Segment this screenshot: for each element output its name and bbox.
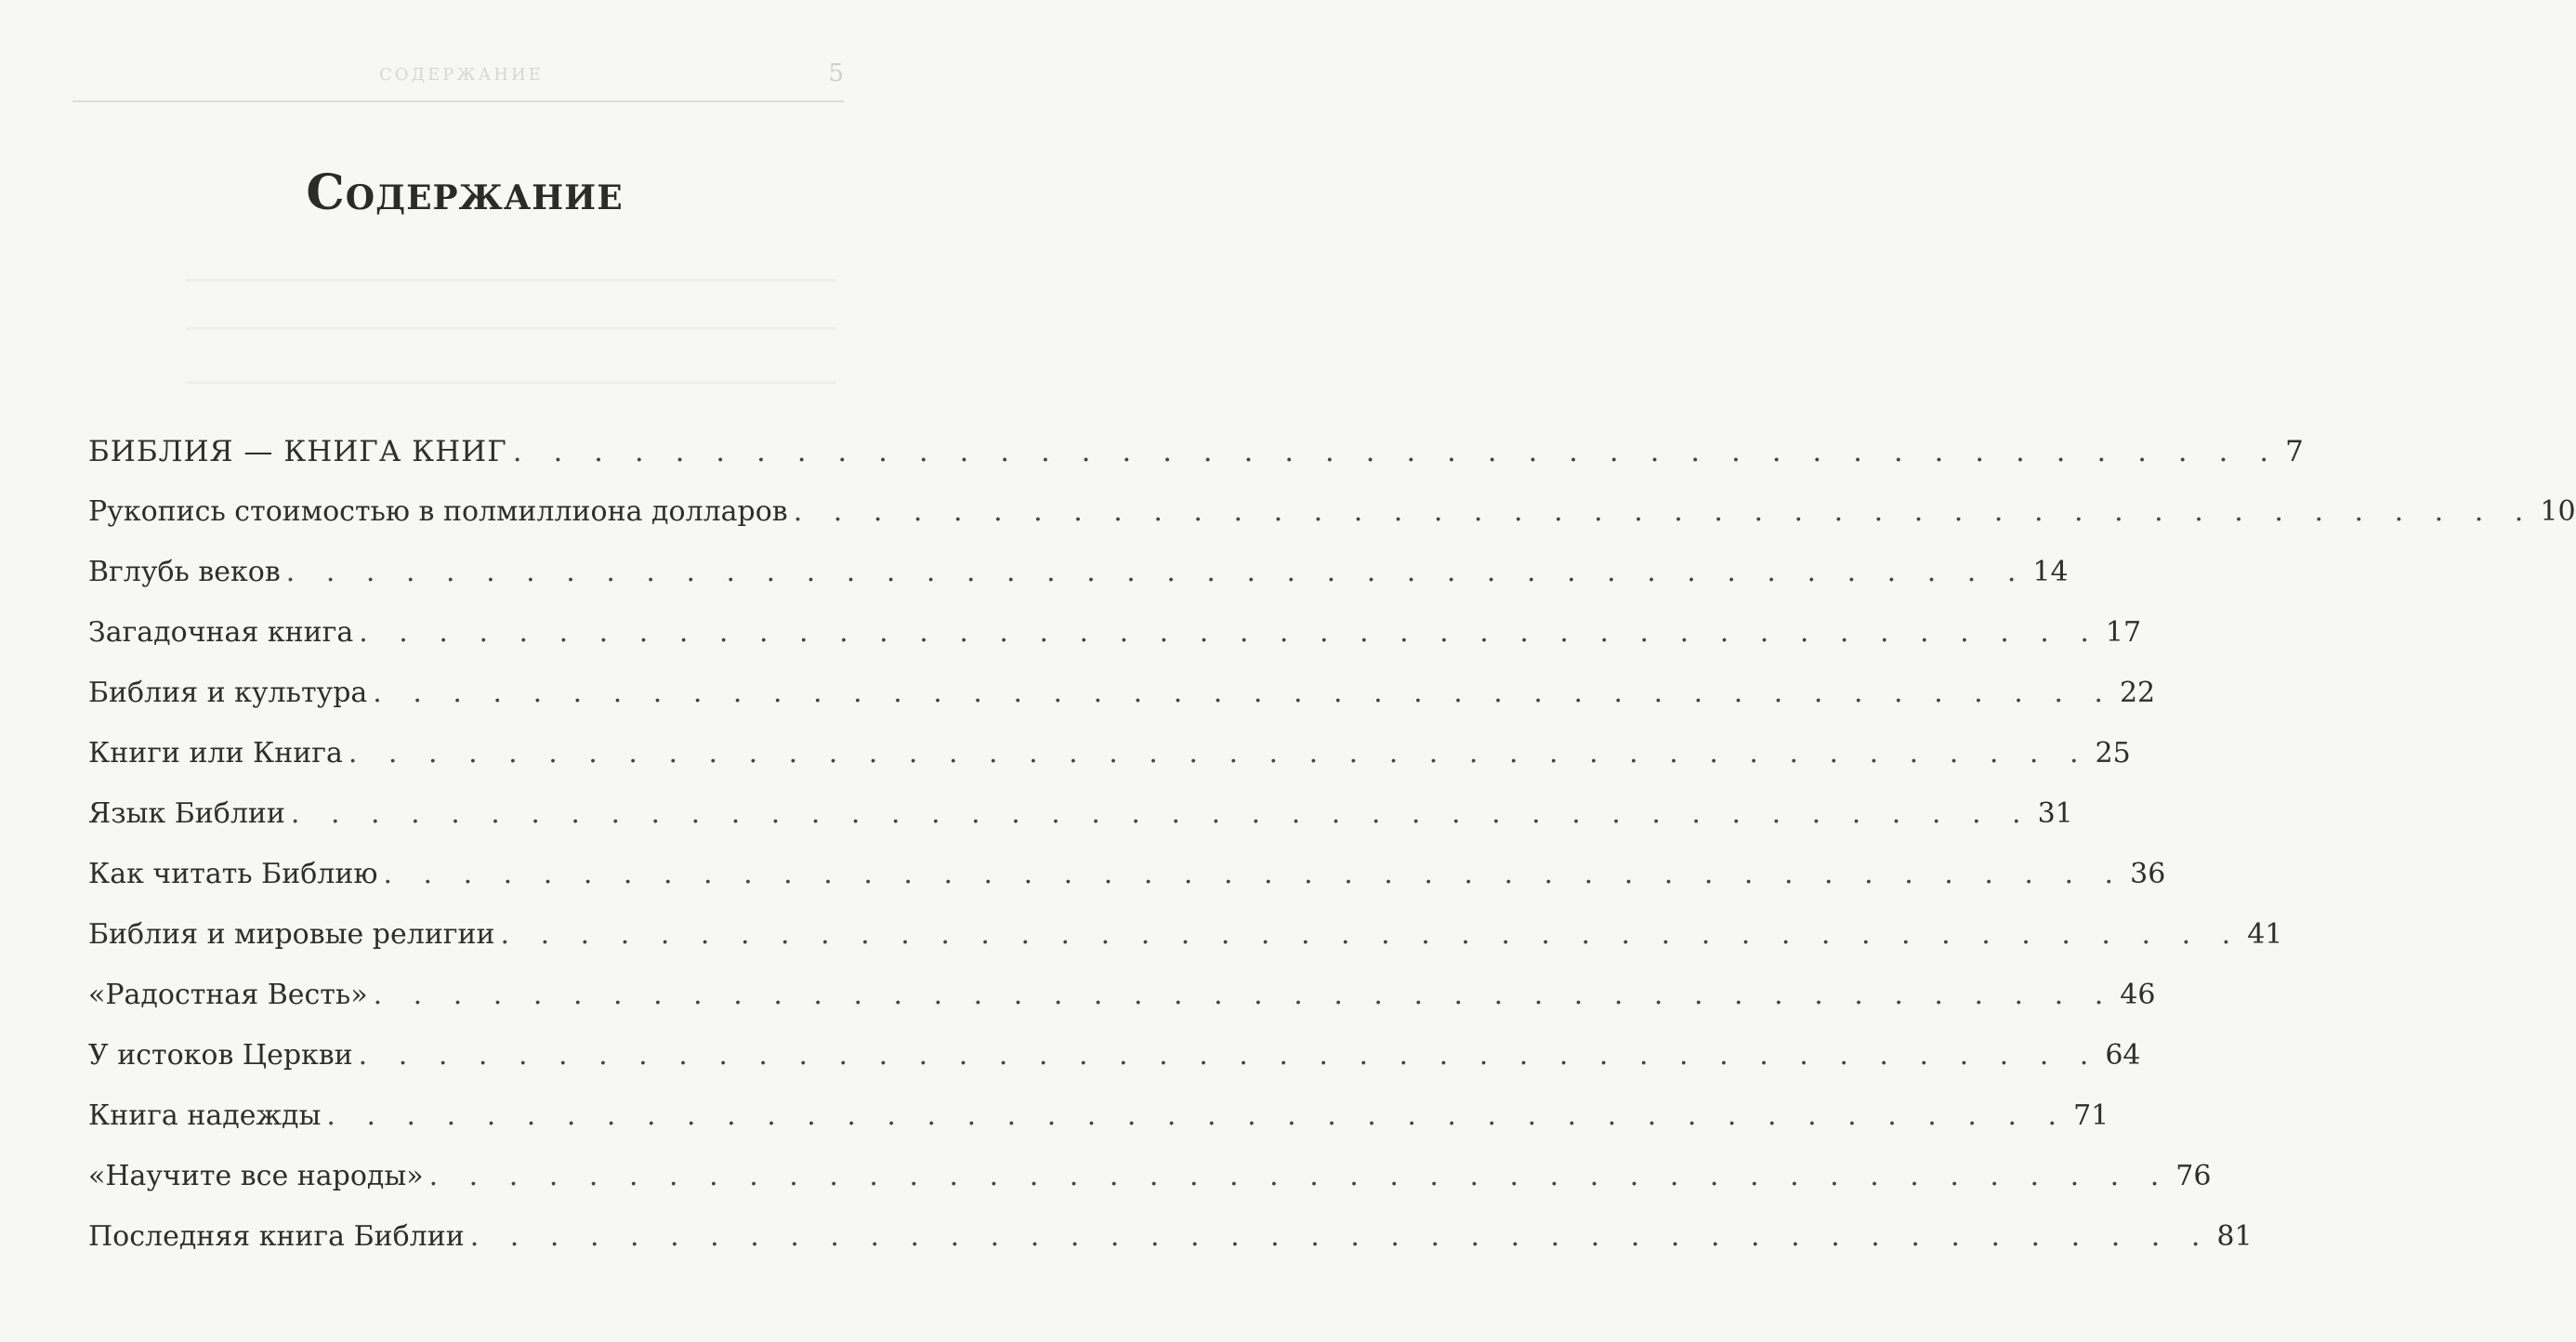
toc-leader-dots: . . . . . . . . . . . . . . . . . . . . . . . . . . . . . . . . . . . . . . . . . . . . (373, 677, 2114, 709)
show-through-line (186, 381, 836, 384)
toc-leader-dots: . . . . . . . . . . . . . . . . . . . . . . . . . . . . . . . . . . . . . . . . . . . . (290, 797, 2032, 830)
toc-leader-dots: . . . . . . . . . . . . . . . . . . . . . . . . . . . . . . . . . . . . . . . . . . . . (285, 556, 2028, 588)
toc-leader-dots: . . . . . . . . . . . . . . . . . . . . . . . . . . . . . . . . . . . . . . . . . . . . (428, 1160, 2171, 1192)
toc-entry-label: Библия и культура (88, 677, 368, 709)
toc-entry-label: Язык Библии (88, 797, 285, 830)
toc-list (88, 435, 2576, 1281)
toc-entry (88, 435, 2305, 495)
toc-leader-dots: . . . . . . . . . . . . . . . . . . . . . . . . . . . . . . . . . . . . . . . . . . . . (500, 918, 2242, 951)
header-page-number: 5 (828, 59, 844, 87)
page-header (72, 54, 844, 102)
page-title: Содержание (306, 164, 624, 221)
toc-entry-label: «Научите все народы» (88, 1160, 424, 1192)
show-through-line (186, 279, 836, 282)
toc-entry (88, 495, 2576, 556)
toc-entry-page: 36 (2130, 858, 2166, 890)
toc-entry (88, 616, 2142, 677)
toc-entry-page: 64 (2105, 1039, 2141, 1072)
running-title: СОДЕРЖАНИЕ (379, 65, 544, 85)
toc-leader-dots: . . . . . . . . . . . . . . . . . . . . . . . . . . . . . . . . . . . . . . . . . . . . (348, 737, 2090, 770)
toc-entry (88, 677, 2156, 737)
toc-entry (88, 1220, 2253, 1281)
toc-entry (88, 858, 2166, 918)
toc-entry-page: 76 (2175, 1160, 2212, 1192)
toc-leader-dots: . . . . . . . . . . . . . . . . . . . . . . . . . . . . . . . . . . . . . . . . . . . . (512, 435, 2280, 468)
header-rule (72, 100, 844, 102)
toc-entry-label: У истоков Церкви (88, 1039, 353, 1072)
toc-entry-label: «Радостная Весть» (88, 979, 368, 1011)
toc-leader-dots: . . . . . . . . . . . . . . . . . . . . . . . . . . . . . . . . . . . . . . . . . . . . (469, 1220, 2212, 1253)
toc-entry-page: 22 (2119, 677, 2156, 709)
toc-entry-page: 41 (2247, 918, 2283, 951)
toc-entry (88, 918, 2283, 979)
toc-entry-label: Книги или Книга (88, 737, 343, 770)
toc-entry-label: Последняя книга Библии (88, 1220, 465, 1253)
toc-entry-page: 31 (2037, 797, 2073, 830)
toc-entry-page: 71 (2073, 1099, 2109, 1132)
toc-entry (88, 1039, 2141, 1099)
show-through-line (186, 327, 836, 330)
toc-leader-dots: . . . . . . . . . . . . . . . . . . . . . . . . . . . . . . . . . . . . . . . . . . . . (358, 1039, 2100, 1072)
toc-entry-page: 7 (2285, 435, 2305, 468)
toc-leader-dots: . . . . . . . . . . . . . . . . . . . . . . . . . . . . . . . . . . . . . . . . . . . . (793, 495, 2535, 528)
toc-entry-page: 25 (2095, 737, 2131, 770)
toc-leader-dots: . . . . . . . . . . . . . . . . . . . . . . . . . . . . . . . . . . . . . . . . . . . . (373, 979, 2115, 1011)
toc-entry-page: 81 (2216, 1220, 2253, 1253)
toc-entry-label: Загадочная книга (88, 616, 354, 649)
toc-leader-dots: . . . . . . . . . . . . . . . . . . . . . . . . . . . . . . . . . . . . . . . . . . . . (359, 616, 2100, 649)
toc-entry-page: 14 (2032, 556, 2069, 588)
toc-entry (88, 979, 2156, 1039)
toc-entry-label: Вглубь веков (88, 556, 281, 588)
toc-entry-label: Книга надежды (88, 1099, 322, 1132)
toc-entry-page: 17 (2105, 616, 2142, 649)
toc-entry-label: Библия и мировые религии (88, 918, 495, 951)
toc-entry-label: Рукопись стоимостью в полмиллиона долларов (88, 495, 788, 528)
toc-leader-dots: . . . . . . . . . . . . . . . . . . . . . . . . . . . . . . . . . . . . . . . . . . . . (326, 1099, 2069, 1132)
toc-entry (88, 737, 2131, 797)
toc-entry-label: Как читать Библию (88, 858, 378, 890)
toc-entry (88, 556, 2069, 616)
toc-entry-page: 10 (2540, 495, 2576, 528)
toc-entry-label: БИБЛИЯ — КНИГА КНИГ (88, 435, 507, 468)
toc-entry-page: 46 (2120, 979, 2156, 1011)
toc-leader-dots: . . . . . . . . . . . . . . . . . . . . . . . . . . . . . . . . . . . . . . . . . . . . (383, 858, 2125, 890)
toc-entry (88, 797, 2073, 858)
toc-entry (88, 1099, 2109, 1160)
toc-entry (88, 1160, 2212, 1220)
